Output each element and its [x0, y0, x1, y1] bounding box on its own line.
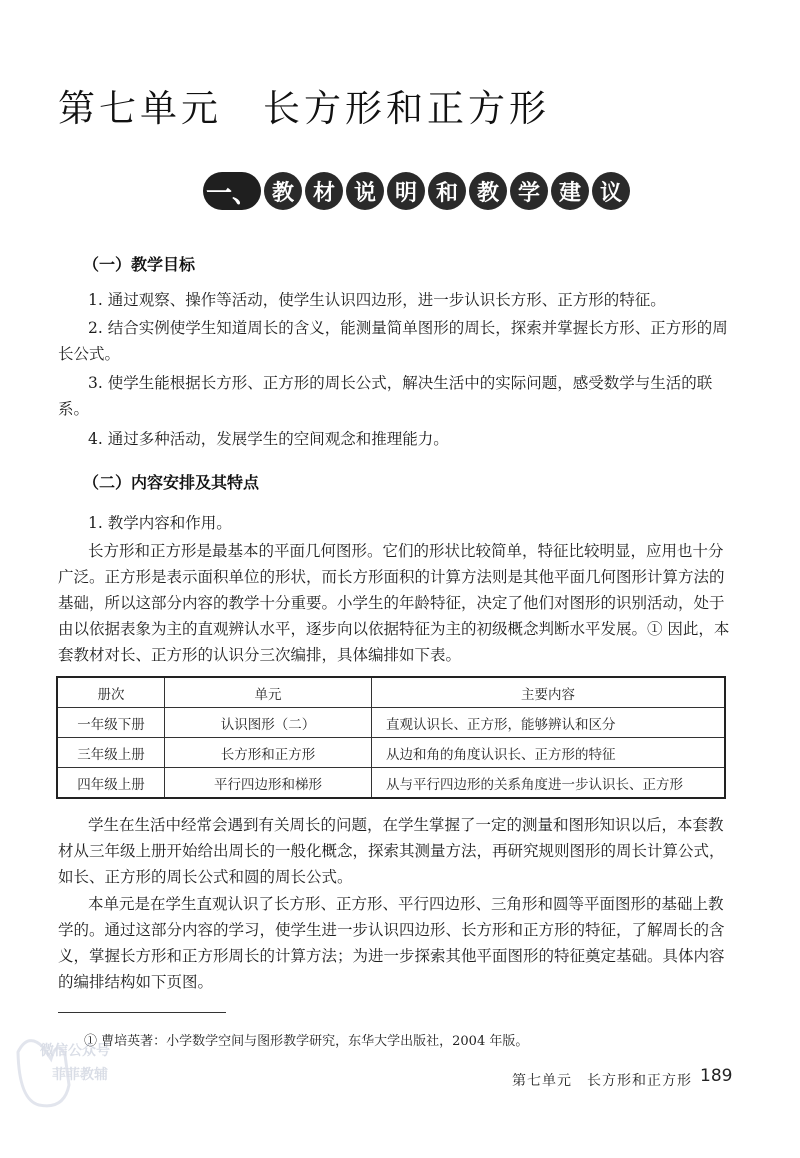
table-header: 单元: [165, 677, 372, 708]
goal-item: [58, 287, 730, 313]
paragraph: [58, 812, 730, 890]
section-heading-content: （二）内容安排及其特点: [83, 473, 260, 492]
watermark: [8, 1012, 148, 1112]
goal-text: 1. 通过观察、操作等活动，使学生认识四边形，进一步认识长方形、正方形的特征。: [88, 291, 666, 309]
paragraph-text: 本单元是在学生直观认识了长方形、正方形、平行四边形、三角形和圆等平面图形的基础上教学的。通过这部分内容的学习，使学生进一步认识四边形、长方形和正方形的特征，了解周长的含义，掌握长方形和正方形周长的计算方法；为进一步探索其他平面图形的特征奠定基础。具体内容的编排结构如下页图。: [58, 895, 725, 991]
table-cell: 四年级上册: [57, 768, 165, 799]
arrangement-table: [56, 676, 726, 799]
table-cell: 平行四边形和梯形: [165, 768, 372, 799]
table-header-row: [57, 677, 725, 708]
subheading-text: 1. 教学内容和作用。: [88, 514, 232, 532]
banner-char: 学: [510, 172, 548, 210]
table-header: 册次: [57, 677, 165, 708]
goal-item: [58, 315, 730, 367]
table-cell: 长方形和正方形: [165, 738, 372, 768]
banner-char: 明: [387, 172, 425, 210]
watermark-line1: 微信公众号: [40, 1043, 110, 1059]
footnote: ① 曹培英著：小学数学空间与图形教学研究，东华大学出版社，2004 年版。: [84, 1034, 529, 1049]
banner-char: 材: [305, 172, 343, 210]
paragraph: [58, 891, 730, 995]
table-cell: 认识图形（二）: [165, 708, 372, 738]
banner-char: 和: [428, 172, 466, 210]
table-header: 主要内容: [372, 677, 726, 708]
goal-item: [58, 370, 730, 422]
table-row: [57, 738, 725, 768]
unit-title: 第七单元 长方形和正方形: [58, 87, 550, 130]
table-cell: 从边和角的角度认识长、正方形的特征: [372, 738, 726, 768]
watermark-line2: 菲菲教辅: [52, 1067, 108, 1083]
section-banner: [203, 170, 633, 212]
table-cell: 从与平行四边形的关系角度进一步认识长、正方形: [372, 768, 726, 799]
banner-char: 议: [592, 172, 630, 210]
banner-number: 一、: [203, 172, 261, 210]
goal-text: 3. 使学生能根据长方形、正方形的周长公式，解决生活中的实际问题，感受数学与生活的联系。: [58, 374, 713, 418]
running-head: 第七单元 长方形和正方形: [512, 1073, 692, 1089]
section-heading-goals: （一）教学目标: [83, 255, 196, 274]
banner-char: 教: [469, 172, 507, 210]
subheading: [58, 510, 730, 536]
banner-char: 建: [551, 172, 589, 210]
table-cell: 一年级下册: [57, 708, 165, 738]
goal-item: [58, 426, 730, 452]
table-row: [57, 768, 725, 799]
goal-text: 2. 结合实例使学生知道周长的含义，能测量简单图形的周长，探索并掌握长方形、正方形的周长公式。: [58, 319, 728, 363]
page-number: 189: [700, 1066, 733, 1086]
paragraph: [58, 538, 730, 668]
table-row: [57, 708, 725, 738]
table-cell: 直观认识长、正方形，能够辨认和区分: [372, 708, 726, 738]
footnote-divider: [58, 1012, 226, 1013]
banner-char: 教: [264, 172, 302, 210]
paragraph-text: 长方形和正方形是最基本的平面几何图形。它们的形状比较简单，特征比较明显，应用也十分广泛。正方形是表示面积单位的形状，而长方形面积的计算方法则是其他平面几何图形计算方法的基础，所以这部分内容的教学十分重要。小学生的年龄特征，决定了他们对图形的识别活动，处于由以依据表象为主的直观辨认水平，逐步向以依据特征为主的初级概念判断水平发展。① 因此，本套教材对长、正方形的认识分三次编排，具体编排如下表。: [58, 542, 730, 664]
banner-char: 说: [346, 172, 384, 210]
watermark-hand-icon: [8, 1012, 148, 1112]
table-cell: 三年级上册: [57, 738, 165, 768]
goal-text: 4. 通过多种活动，发展学生的空间观念和推理能力。: [88, 430, 449, 448]
paragraph-text: 学生在生活中经常会遇到有关周长的问题，在学生掌握了一定的测量和图形知识以后，本套教材从三年级上册开始给出周长的一般化概念，探索其测量方法，再研究规则图形的周长计算公式，如长、正方形的周长公式和圆的周长公式。: [58, 816, 725, 886]
